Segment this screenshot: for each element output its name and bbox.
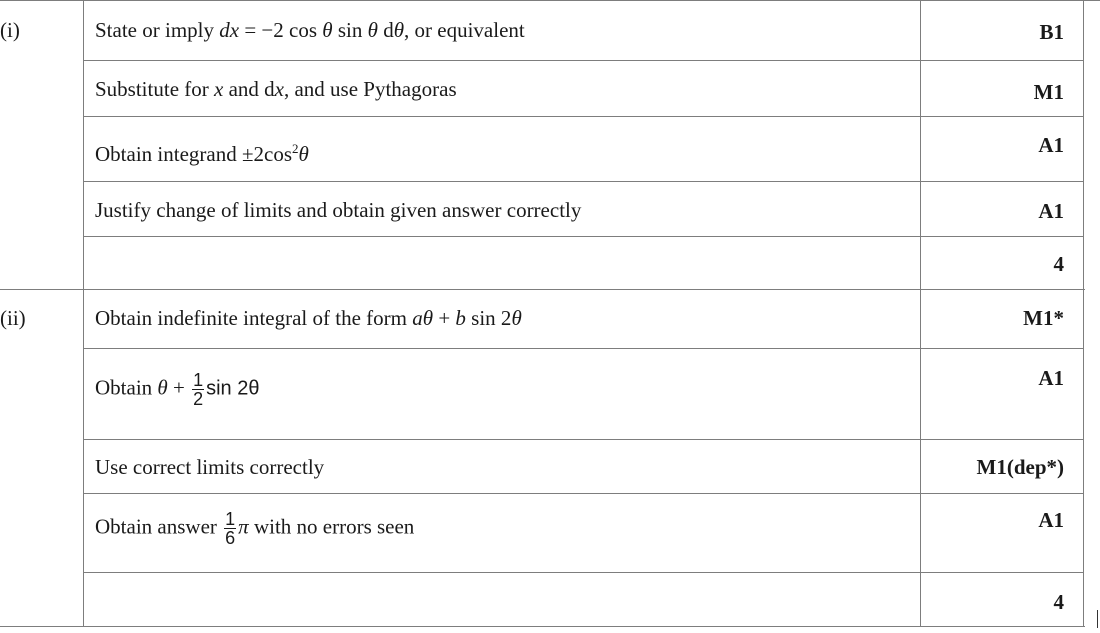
row-divider	[0, 289, 1085, 290]
row-divider	[83, 116, 1083, 117]
column-divider	[920, 0, 921, 627]
criterion-text: Obtain θ + $\frac{1}{2}$ sin 2θ	[95, 370, 260, 409]
mark-code: M1*	[1023, 306, 1064, 330]
part-label-ii: (ii)	[0, 306, 26, 330]
total-marks: 4	[1053, 590, 1064, 614]
row-divider	[0, 626, 1085, 627]
criterion-text: Obtain answer $\frac{1}{6}$ π with no errors seen	[95, 509, 415, 548]
row-divider	[83, 181, 1083, 182]
mark-code: A1	[1038, 366, 1064, 390]
column-divider	[83, 0, 84, 627]
criterion-text: State or imply dx = −2 cos θ sin θ dθ, or equivalent	[95, 18, 525, 42]
criterion-text: Obtain integrand $\pm 2\cos^2\theta$	[95, 141, 309, 166]
total-marks: 4	[1053, 252, 1064, 276]
column-divider	[1083, 0, 1084, 627]
row-divider	[83, 493, 1083, 494]
mark-code: A1	[1038, 508, 1064, 532]
text-cursor	[1097, 610, 1098, 628]
criterion-text: Justify change of limits and obtain given answer correctly	[95, 198, 582, 222]
part-label-i: (i)	[0, 18, 20, 42]
mark-code: A1	[1038, 133, 1064, 157]
criterion-text: Substitute for x and dx, and use Pythagoras	[95, 77, 457, 101]
mark-code: M1(dep*)	[976, 455, 1064, 479]
row-divider	[0, 0, 1100, 1]
row-divider	[83, 439, 1083, 440]
criterion-text: Use correct limits correctly	[95, 455, 325, 479]
row-divider	[83, 236, 1083, 237]
row-divider	[83, 572, 1083, 573]
fraction: $\frac{1}{2}$	[193, 370, 204, 409]
criterion-text: Obtain indefinite integral of the form aθ + b sin 2θ	[95, 306, 522, 330]
row-divider	[83, 348, 1083, 349]
row-divider	[83, 60, 1083, 61]
mark-code: B1	[1039, 20, 1064, 44]
mark-code: A1	[1038, 199, 1064, 223]
mark-code: M1	[1033, 80, 1064, 104]
fraction: $\frac{1}{6}$	[225, 509, 236, 548]
